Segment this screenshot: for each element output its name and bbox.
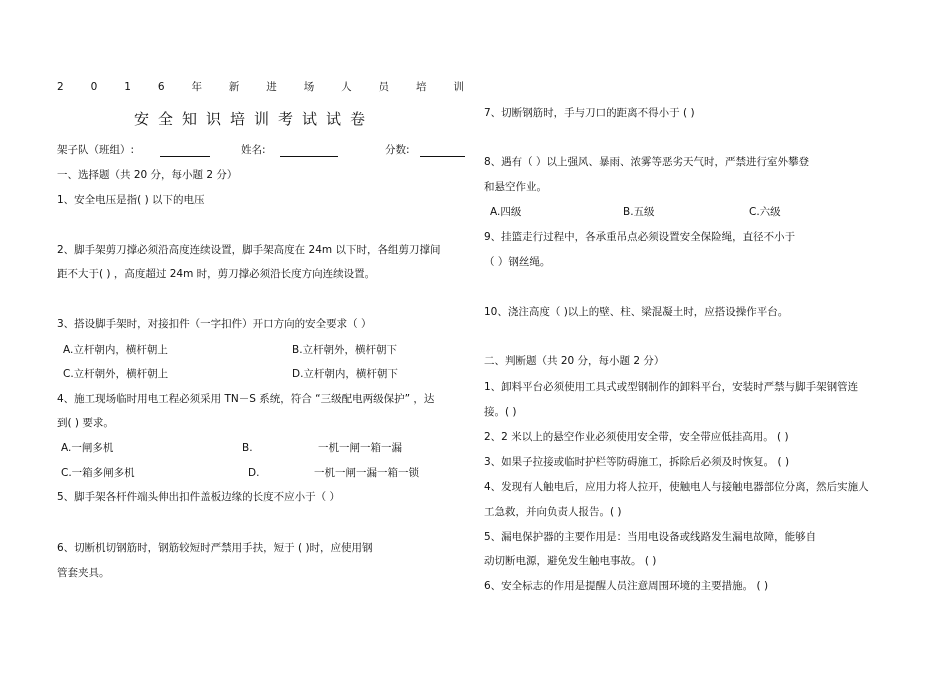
judgement-5-line2: 动切断电源，避免发生触电事故。 ( ) xyxy=(484,555,657,567)
title-char: 场 xyxy=(303,81,315,93)
title-char: 0 xyxy=(90,81,98,93)
title-char: 人 xyxy=(341,81,352,93)
question-9-line1: 9、挂篮走行过程中，各承重吊点必须设置安全保险绳，直径不小于 xyxy=(484,231,796,243)
q4-option-d-text: 一机一闸一漏一箱一锁 xyxy=(314,467,419,479)
question-6-line1: 6、切断机切钢筋时，钢筋较短时严禁用手扶，短于 ( )时，应使用钢 xyxy=(57,542,373,554)
question-1: 1、安全电压是指( ) 以下的电压 xyxy=(57,194,205,206)
title-char: 2 xyxy=(57,81,64,93)
q4-option-c: C.一箱多闸多机 xyxy=(61,467,135,479)
question-2-line2: 距不大于( ) ，高度超过 24m 时，剪刀撑必须沿长度方向连续设置。 xyxy=(57,268,376,280)
judgement-5-line1: 5、漏电保护器的主要作用是：当用电设备或线路发生漏电故障，能够自 xyxy=(484,531,817,543)
title-char: 6 xyxy=(157,81,165,93)
q3-option-c: C.立杆朝外，横杆朝上 xyxy=(63,368,169,380)
question-2-line1: 2、脚手架剪刀撑必须沿高度连续设置，脚手架高度在 24m 以下时，各组剪刀撑间 xyxy=(57,244,441,256)
title-char: 1 xyxy=(124,81,131,93)
q3-option-d: D.立杆朝内，横杆朝下 xyxy=(292,368,398,380)
question-5: 5、脚手架各杆件端头伸出扣件盖板边缘的长度不应小于（ ） xyxy=(57,491,341,503)
question-10: 10、浇注高度（ )以上的壁、柱、梁混凝土时，应搭设操作平台。 xyxy=(484,306,789,318)
q4-option-b-label: B. xyxy=(242,442,253,454)
question-8-line2: 和悬空作业。 xyxy=(484,181,547,193)
judgement-2: 2、2 米以上的悬空作业必须使用安全带，安全带应低挂高用。 ( ) xyxy=(484,431,789,443)
question-7: 7、切断钢筋时，手与刀口的距离不得小于 ( ) xyxy=(484,107,695,119)
score-blank[interactable] xyxy=(420,156,465,157)
section-judgement-heading: 二、判断题（共 20 分，每小题 2 分） xyxy=(484,355,665,367)
q8-option-b: B.五级 xyxy=(623,206,655,218)
team-blank[interactable] xyxy=(160,156,210,157)
judgement-6: 6、安全标志的作用是提醒人员注意周围环境的主要措施。 ( ) xyxy=(484,580,769,592)
q3-option-a: A.立杆朝内，横杆朝上 xyxy=(63,344,168,356)
section-choice-heading: 一、选择题（共 20 分，每小题 2 分） xyxy=(57,169,238,181)
title-char: 进 xyxy=(266,81,277,93)
q8-option-c: C.六级 xyxy=(749,206,781,218)
q4-option-a: A.一闸多机 xyxy=(61,442,114,454)
judgement-4-line1: 4、发现有人触电后，应用力将人拉开，使触电人与接触电器部位分离，然后实施人 xyxy=(484,481,869,493)
q4-option-d-label: D. xyxy=(248,467,260,479)
name-blank[interactable] xyxy=(280,156,338,157)
score-label: 分数: xyxy=(385,144,410,156)
title-char: 培 xyxy=(415,81,427,93)
q8-option-a: A.四级 xyxy=(490,206,522,218)
question-8-line1: 8、遇有（ ）以上强风、暴雨、浓雾等恶劣天气时，严禁进行室外攀登 xyxy=(484,156,810,168)
judgement-4-line2: 工急救，并向负责人报告。( ) xyxy=(484,506,622,518)
title-char: 训 xyxy=(453,81,464,93)
title-char: 员 xyxy=(378,81,390,93)
question-4-line1: 4、施工现场临时用电工程必须采用 TN－S 系统，符合 “三级配电两级保护” ，达 xyxy=(57,393,435,405)
title-char: 年 xyxy=(191,81,202,93)
judgement-3: 3、如果子拉接或临时护栏等防碍施工，拆除后必须及时恢复。 ( ) xyxy=(484,456,790,468)
q4-option-b-text: 一机一闸一箱一漏 xyxy=(318,442,402,454)
question-6-line2: 管套夹具。 xyxy=(57,567,110,579)
title-char: 新 xyxy=(228,81,240,93)
team-label: 架子队（班组）: xyxy=(57,144,135,156)
question-4-line2: 到( ) 要求。 xyxy=(57,417,114,429)
question-9-line2: （ ）钢丝绳。 xyxy=(484,256,551,268)
judgement-1-line2: 接。( ) xyxy=(484,406,517,418)
judgement-1-line1: 1、卸料平台必须使用工具式或型钢制作的卸料平台，安装时严禁与脚手架钢管连 xyxy=(484,381,859,393)
q3-option-b: B.立杆朝外，横杆朝下 xyxy=(292,344,398,356)
exam-title-line2: 安全知识培训考试试卷 xyxy=(134,110,375,128)
name-label: 姓名: xyxy=(241,144,266,156)
exam-title-line1 xyxy=(57,80,464,94)
question-3: 3、搭设脚手架时，对接扣件（一字扣件）开口方向的安全要求（ ） xyxy=(57,318,372,330)
